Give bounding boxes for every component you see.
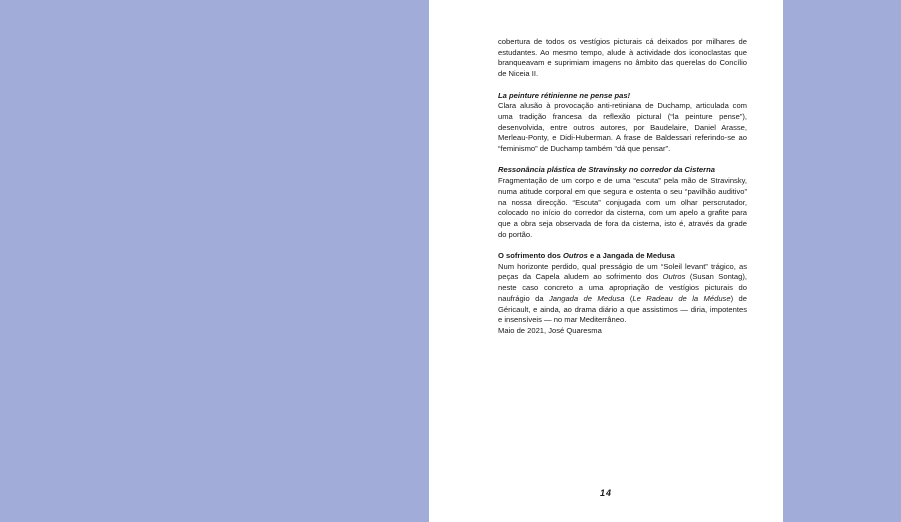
section-body: Clara alusão à provocação anti-retiniana de Duchamp, articulada com uma tradição francesa da reflexão pictural (“la peinture pense”), desenvolvida, entre outros autores, por Baudelaire, Daniel Arasse, Merleau-Ponty, e Didi-Huberman. A frase de Baldessari referindo-se ao “feminismo” de Duchamp também “dá que pensar”.: [498, 101, 747, 154]
section-heading: Ressonância plástica de Stravinsky no corredor da Cisterna: [498, 165, 715, 175]
right-background-panel: [783, 0, 901, 522]
left-background-panel: [0, 0, 429, 522]
signature-date: Maio de 2021, José Quaresma: [498, 325, 602, 335]
book-page: [429, 0, 783, 522]
section-body: Fragmentação de um corpo e de uma “escuta” pela mão de Stravinsky, numa atitude corporal em que segura e ostenta o seu “pavilhão auditivo” na nossa direcção. “Escuta” conjugada com um olhar perscrutador, colocado no início do corredor da cisterna, com um apelo a grafite para que a obra seja observada de fora da cisterna, isto é, através da grade do portão.: [498, 176, 747, 239]
intro-paragraph: cobertura de todos os vestígios picturais cá deixados por milhares de estudantes. Ao mesmo tempo, alude à actividade dos iconoclastas que branqueavam e suprimiam imagens no âmbito das querelas do Concílio de Niceia II.: [498, 37, 747, 79]
section-jangada-medusa: [498, 251, 747, 326]
page-text: [498, 37, 747, 337]
section-peinture-retinienne: [498, 91, 747, 155]
section-body: Num horizonte perdido, qual presságio de um “Soleil levant” trágico, as peças da Capela aludem ao sofrimento dos Outros (Susan Sontag), neste caso concreto a uma apropriação de vestígios picturais do naufrágio da Jangada de Medusa (Le Radeau de la Méduse) de Géricault, e ainda, ao drama diário a que assistimos — diria, impotentes e insensíveis — no mar Mediterrâneo.: [498, 261, 747, 325]
section-heading: La peinture rétinienne ne pense pas!: [498, 90, 631, 100]
section-heading: O sofrimento dos Outros e a Jangada de Medusa: [498, 251, 675, 261]
page-number: 14: [599, 488, 612, 498]
section-stravinsky: [498, 165, 747, 240]
